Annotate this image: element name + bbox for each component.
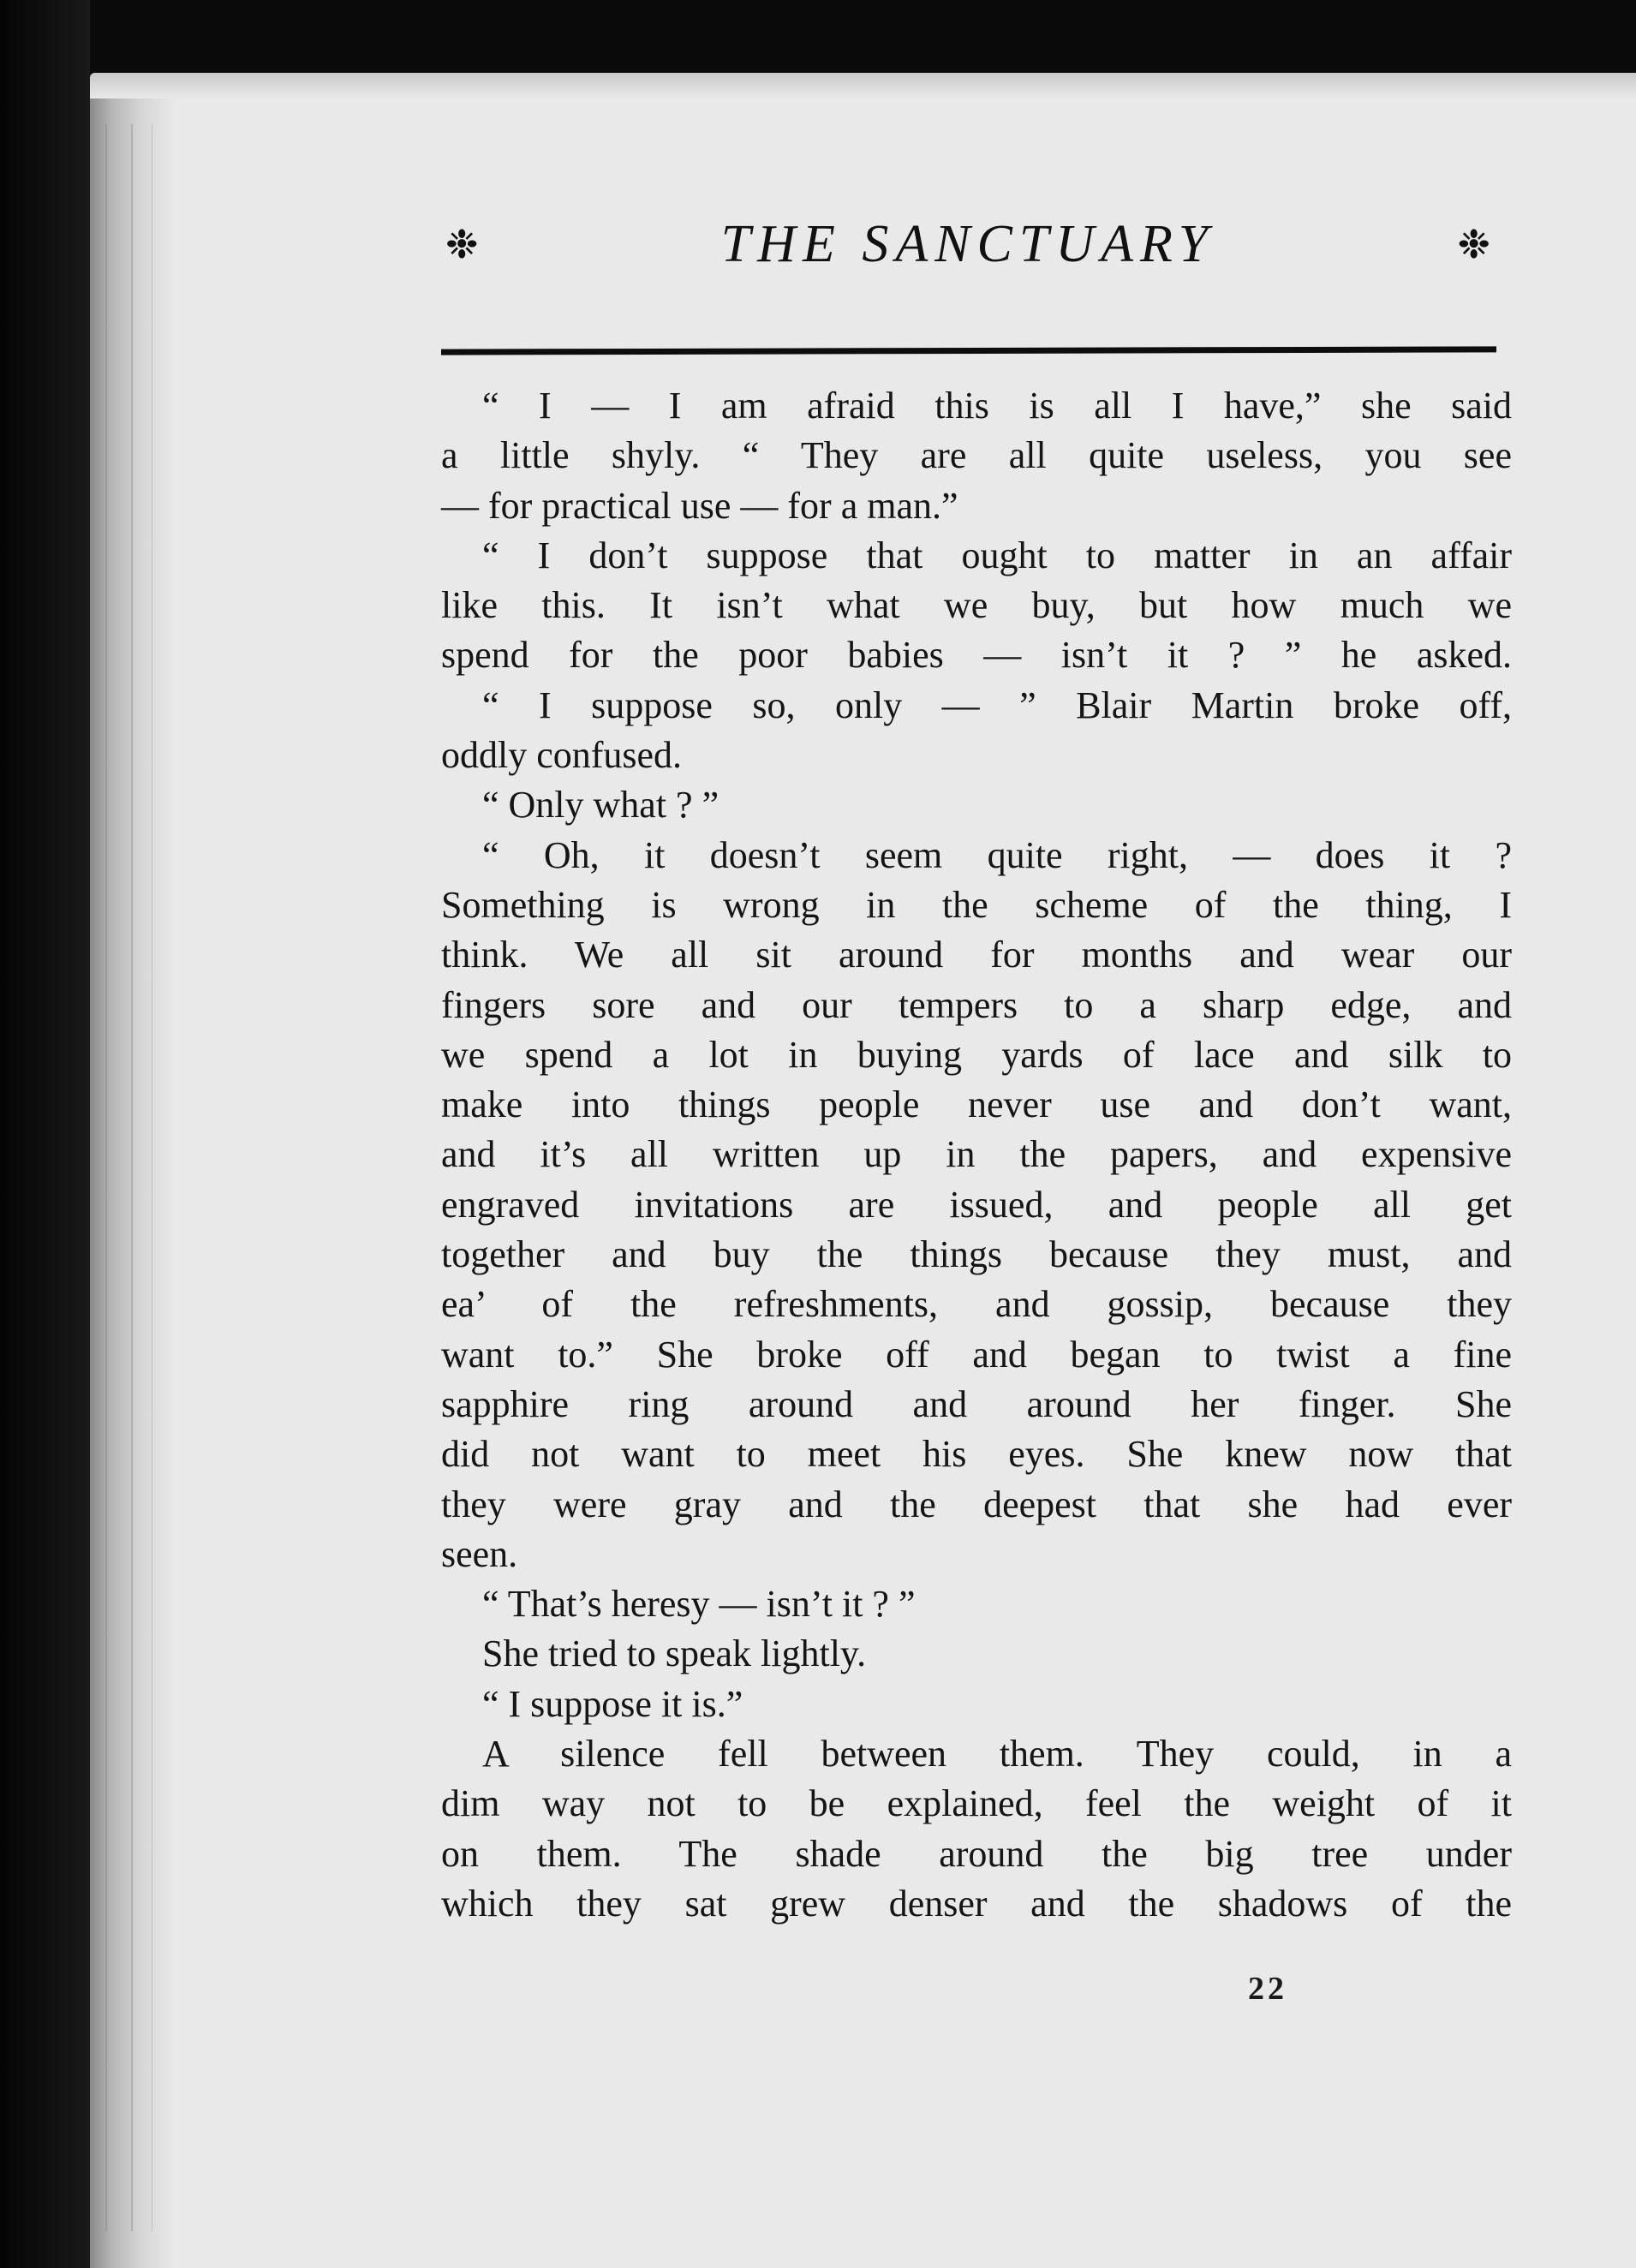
text-line: oddly confused. [441, 734, 683, 777]
text-line: “ Oh, it doesn’t seem quite right, — does it ? [482, 833, 1512, 876]
text-line: which they sat grew denser and the shadows of the [441, 1882, 1512, 1925]
gutter-line [131, 124, 133, 2231]
text-line: She tried to speak lightly. [482, 1632, 867, 1675]
text-line: — for practical use — for a man.” [441, 484, 958, 527]
body-text [441, 381, 1512, 1929]
text-line: a little shyly. “ They are all quite useless, you see [441, 434, 1512, 477]
text-line: “ Only what ? ” [482, 784, 719, 827]
scan-border [0, 0, 90, 2268]
text-line: “ I suppose it is.” [482, 1682, 743, 1725]
running-title: THE SANCTUARY [720, 215, 1215, 273]
text-line: think. We all sit around for months and wear our [441, 934, 1512, 976]
text-line: “ I — I am afraid this is all I have,” she said [482, 385, 1512, 427]
text-line: together and buy the things because they must, and [441, 1233, 1512, 1276]
text-line: ea’ of the refreshments, and gossip, because they [441, 1283, 1512, 1326]
text-line: engraved invitations are issued, and people all get [441, 1183, 1512, 1226]
ornament-icon: ❉ [445, 221, 479, 267]
text-line: A silence fell between them. They could, in a [482, 1733, 1512, 1776]
top-edge-shadow [90, 73, 1636, 98]
text-line: we spend a lot in buying yards of lace and silk to [441, 1033, 1512, 1076]
text-line: seen. [441, 1532, 518, 1575]
text-line: Something is wrong in the scheme of the thing, I [441, 883, 1512, 926]
gutter-line [105, 124, 107, 2231]
ornament-icon: ❉ [1457, 221, 1490, 267]
text-line: “ I don’t suppose that ought to matter in an affair [482, 534, 1512, 576]
binding-shadow [90, 73, 176, 2268]
text-line: like this. It isn’t what we buy, but how much we [441, 584, 1512, 627]
text-line: on them. The shade around the big tree under [441, 1832, 1512, 1875]
page-number: 22 [1248, 1971, 1287, 2007]
text-line: dim way not to be explained, feel the weight of it [441, 1782, 1512, 1825]
text-line: and it’s all written up in the papers, and expensive [441, 1133, 1512, 1176]
running-head [437, 206, 1499, 283]
text-line: they were gray and the deepest that she had ever [441, 1483, 1512, 1525]
text-line: fingers sore and our tempers to a sharp edge, and [441, 983, 1512, 1026]
text-line: did not want to meet his eyes. She knew now that [441, 1433, 1512, 1476]
text-line: make into things people never use and don’t want, [441, 1083, 1512, 1126]
text-line: sapphire ring around and around her finger. She [441, 1382, 1512, 1425]
text-line: “ I suppose so, only — ” Blair Martin broke off, [482, 683, 1512, 726]
text-line: spend for the poor babies — isn’t it ? ” he asked. [441, 634, 1512, 677]
text-line: “ That’s heresy — isn’t it ? ” [482, 1583, 916, 1626]
text-line: want to.” She broke off and began to twist a fine [441, 1333, 1512, 1376]
